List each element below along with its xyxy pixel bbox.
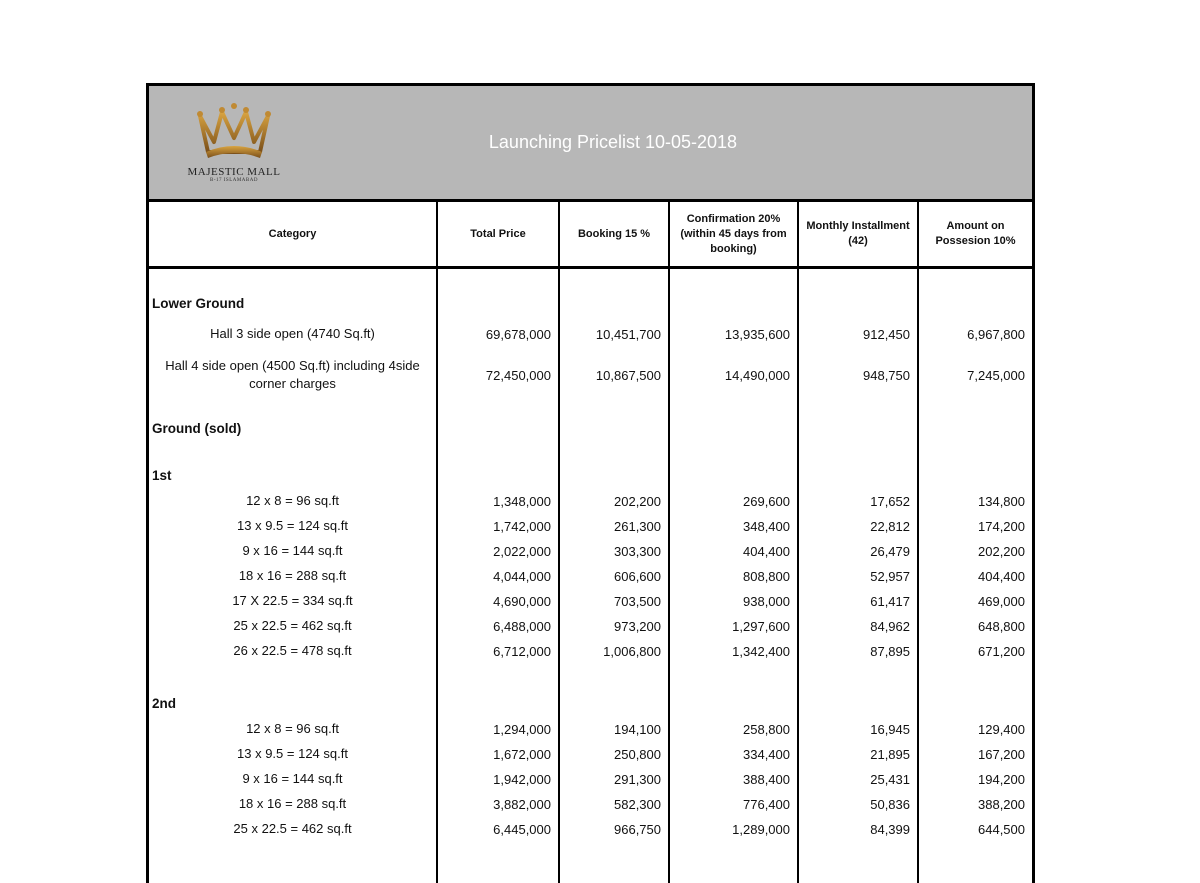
cell-category: 9 x 16 = 144 sq.ft <box>242 543 343 558</box>
table-row <box>149 742 1032 766</box>
cell-booking: 606,600 <box>614 568 661 584</box>
cell-confirmation: 269,600 <box>743 493 790 509</box>
cell-booking: 703,500 <box>614 593 661 609</box>
cell-total-price: 3,882,000 <box>493 796 551 812</box>
cell-monthly: 21,895 <box>870 746 910 762</box>
cell-category: Hall 4 side open (4500 Sq.ft) including 4side corner charges <box>165 358 420 391</box>
table-row <box>149 817 1032 841</box>
cell-total-price: 6,488,000 <box>493 618 551 634</box>
cell-monthly: 61,417 <box>870 593 910 609</box>
cell-booking: 1,006,800 <box>603 643 661 659</box>
cell-monthly: 16,945 <box>870 721 910 737</box>
cell-possession: 6,967,800 <box>967 326 1025 342</box>
cell-booking: 261,300 <box>614 518 661 534</box>
cell-confirmation: 1,289,000 <box>732 821 790 837</box>
section-first-floor: 1st <box>152 468 172 483</box>
cell-possession: 167,200 <box>978 746 1025 762</box>
cell-monthly: 948,750 <box>863 367 910 383</box>
table-row <box>149 589 1032 613</box>
cell-possession: 469,000 <box>978 593 1025 609</box>
cell-monthly: 26,479 <box>870 543 910 559</box>
cell-total-price: 4,044,000 <box>493 568 551 584</box>
cell-category: 25 x 22.5 = 462 sq.ft <box>233 618 352 633</box>
cell-category: 9 x 16 = 144 sq.ft <box>242 771 343 786</box>
cell-confirmation: 14,490,000 <box>724 367 790 383</box>
cell-confirmation: 1,297,600 <box>732 618 790 634</box>
table-row <box>149 614 1032 638</box>
cell-total-price: 1,294,000 <box>493 721 551 737</box>
cell-confirmation: 776,400 <box>743 796 790 812</box>
logo-name: MAJESTIC MALL <box>187 166 281 178</box>
cell-category: 18 x 16 = 288 sq.ft <box>238 568 347 583</box>
cell-possession: 648,800 <box>978 618 1025 634</box>
cell-total-price: 72,450,000 <box>485 367 551 383</box>
cell-category: Hall 3 side open (4740 Sq.ft) <box>210 326 375 341</box>
cell-confirmation: 1,342,400 <box>732 643 790 659</box>
cell-monthly: 25,431 <box>870 771 910 787</box>
table-row <box>149 489 1032 513</box>
cell-total-price: 1,742,000 <box>493 518 551 534</box>
cell-possession: 644,500 <box>978 821 1025 837</box>
cell-possession: 671,200 <box>978 643 1025 659</box>
cell-confirmation: 258,800 <box>743 721 790 737</box>
cell-possession: 388,200 <box>978 796 1025 812</box>
cell-confirmation: 334,400 <box>743 746 790 762</box>
cell-confirmation: 404,400 <box>743 543 790 559</box>
cell-category: 13 x 9.5 = 124 sq.ft <box>237 746 348 761</box>
table-row <box>149 717 1032 741</box>
cell-booking: 966,750 <box>614 821 661 837</box>
cell-category: 17 X 22.5 = 334 sq.ft <box>232 593 353 608</box>
cell-monthly: 52,957 <box>870 568 910 584</box>
cell-booking: 303,300 <box>614 543 661 559</box>
table-row <box>149 767 1032 791</box>
cell-total-price: 4,690,000 <box>493 593 551 609</box>
cell-confirmation: 348,400 <box>743 518 790 534</box>
cell-booking: 202,200 <box>614 493 661 509</box>
cell-booking: 10,867,500 <box>595 367 661 383</box>
cell-possession: 7,245,000 <box>967 367 1025 383</box>
table-row <box>149 792 1032 816</box>
cell-confirmation: 808,800 <box>743 568 790 584</box>
cell-booking: 582,300 <box>614 796 661 812</box>
cell-total-price: 1,672,000 <box>493 746 551 762</box>
cell-booking: 973,200 <box>614 618 661 634</box>
section-ground: Ground (sold) <box>152 421 242 436</box>
cell-total-price: 69,678,000 <box>485 326 551 342</box>
cell-monthly: 22,812 <box>870 518 910 534</box>
cell-confirmation: 13,935,600 <box>724 326 790 342</box>
cell-monthly: 50,836 <box>870 796 910 812</box>
cell-booking: 291,300 <box>614 771 661 787</box>
cell-possession: 202,200 <box>978 543 1025 559</box>
header-possession: Amount on Possesion 10% <box>935 220 1016 247</box>
title-banner <box>149 86 1032 202</box>
table-row <box>149 639 1032 663</box>
cell-monthly: 17,652 <box>870 493 910 509</box>
cell-possession: 134,800 <box>978 493 1025 509</box>
cell-confirmation: 388,400 <box>743 771 790 787</box>
table-row <box>149 354 1032 396</box>
cell-possession: 174,200 <box>978 518 1025 534</box>
table-row <box>149 514 1032 538</box>
cell-monthly: 84,962 <box>870 618 910 634</box>
section-second-floor: 2nd <box>152 696 177 711</box>
cell-possession: 194,200 <box>978 771 1025 787</box>
cell-total-price: 2,022,000 <box>493 543 551 559</box>
cell-possession: 129,400 <box>978 721 1025 737</box>
header-confirmation: Confirmation 20% (within 45 days from booking) <box>680 212 787 255</box>
header-category: Category <box>268 227 317 240</box>
header-booking: Booking 15 % <box>577 227 651 240</box>
cell-total-price: 1,942,000 <box>493 771 551 787</box>
page-title: Launching Pricelist 10-05-2018 <box>488 132 738 152</box>
section-lower-ground: Lower Ground <box>152 296 245 311</box>
cell-monthly: 912,450 <box>863 326 910 342</box>
cell-category: 18 x 16 = 288 sq.ft <box>238 796 347 811</box>
table-row <box>149 564 1032 588</box>
table-row <box>149 539 1032 563</box>
header-monthly-installment: Monthly Installment (42) <box>806 220 910 247</box>
cell-category: 12 x 8 = 96 sq.ft <box>246 493 339 508</box>
cell-booking: 10,451,700 <box>595 326 661 342</box>
price-table <box>146 83 1035 883</box>
table-row <box>149 322 1032 346</box>
logo-subtitle: B-17 ISLAMABAD <box>210 178 258 183</box>
cell-booking: 194,100 <box>614 721 661 737</box>
header-total-price: Total Price <box>470 227 526 240</box>
cell-possession: 404,400 <box>978 568 1025 584</box>
cell-category: 26 x 22.5 = 478 sq.ft <box>233 643 352 658</box>
cell-total-price: 6,445,000 <box>493 821 551 837</box>
cell-category: 13 x 9.5 = 124 sq.ft <box>237 518 348 533</box>
cell-confirmation: 938,000 <box>743 593 790 609</box>
cell-category: 12 x 8 = 96 sq.ft <box>246 721 339 736</box>
cell-monthly: 84,399 <box>870 821 910 837</box>
cell-monthly: 87,895 <box>870 643 910 659</box>
cell-total-price: 6,712,000 <box>493 643 551 659</box>
cell-category: 25 x 22.5 = 462 sq.ft <box>233 821 352 836</box>
cell-booking: 250,800 <box>614 746 661 762</box>
cell-total-price: 1,348,000 <box>493 493 551 509</box>
